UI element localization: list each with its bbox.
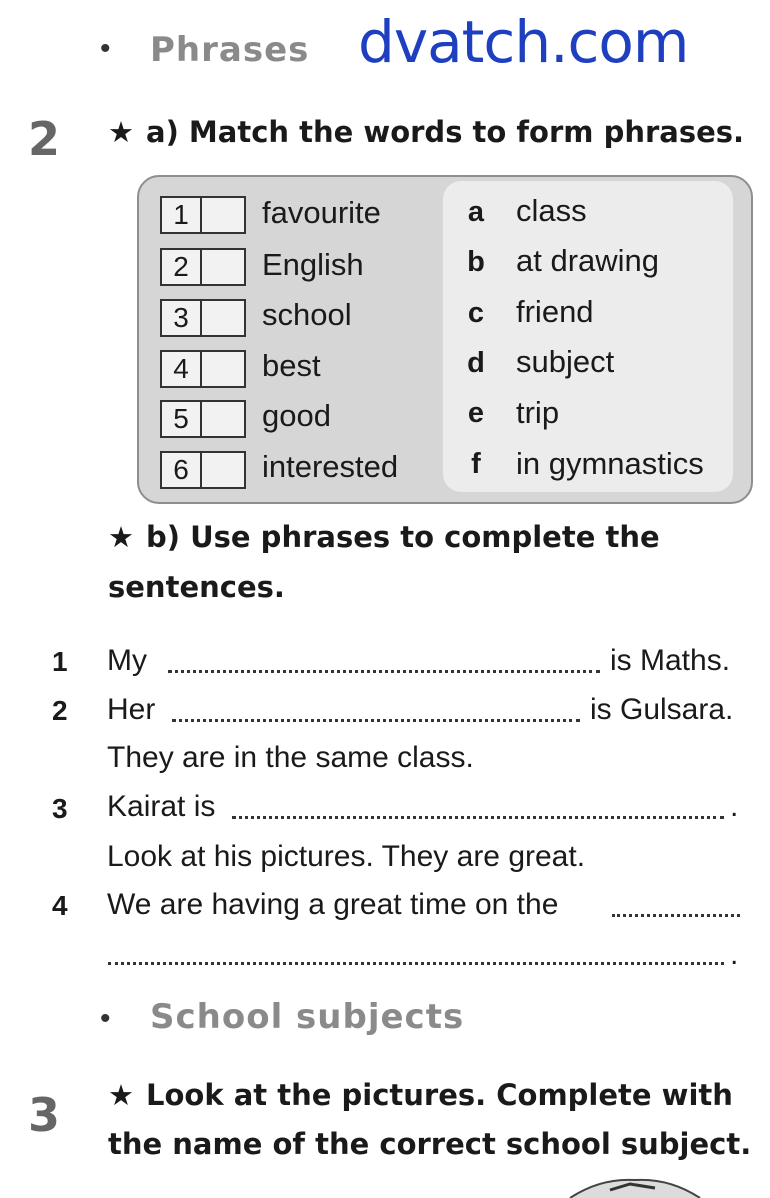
instruction-exercise-3 xyxy=(108,1078,733,1112)
instruction-part-b-line2: sentences. xyxy=(108,570,285,604)
option-letter: e xyxy=(467,397,485,429)
sentence-number: 3 xyxy=(52,793,68,824)
answer-blank[interactable] xyxy=(108,962,724,965)
answer-box[interactable] xyxy=(160,400,246,438)
item-number: 4 xyxy=(162,352,202,386)
option-word: subject xyxy=(516,344,615,379)
sentence-start: Her xyxy=(107,693,156,726)
option-letter: f xyxy=(471,448,481,480)
exercise-number: 2 xyxy=(28,112,61,166)
answer-blank[interactable] xyxy=(232,816,724,819)
instruction-text: Look at the pictures. Complete with xyxy=(146,1078,733,1112)
sentence-end: is Maths. xyxy=(610,644,731,677)
sentence-end: . xyxy=(730,790,739,823)
option-word: friend xyxy=(516,294,594,329)
star-icon: ★ xyxy=(108,1078,134,1112)
option-letter: b xyxy=(467,246,485,278)
left-word: school xyxy=(262,297,352,332)
instruction-text: b) Use phrases to complete the xyxy=(146,520,660,554)
section-heading-school-subjects: School subjects xyxy=(150,997,465,1037)
sentence-number: 2 xyxy=(52,695,68,726)
option-letter: a xyxy=(467,196,485,228)
star-icon: ★ xyxy=(108,520,134,554)
sentence-number: 4 xyxy=(52,890,68,921)
left-word: good xyxy=(262,398,331,433)
answer-blank[interactable] xyxy=(168,670,600,673)
bullet-icon: • xyxy=(100,32,111,65)
sentence-number: 1 xyxy=(52,646,68,677)
item-number: 6 xyxy=(162,453,202,487)
option-letter: d xyxy=(467,347,485,379)
left-word: English xyxy=(262,247,364,282)
exercise-number: 3 xyxy=(28,1088,61,1142)
section-heading-phrases: Phrases xyxy=(150,30,310,70)
left-word: best xyxy=(262,348,321,383)
sentence-start: My xyxy=(107,644,147,677)
option-word: trip xyxy=(516,395,560,430)
item-number: 3 xyxy=(162,301,202,335)
sentence-end: is Gulsara. xyxy=(590,693,734,726)
sentence-start: We are having a great time on the xyxy=(107,888,559,921)
instruction-part-a xyxy=(108,115,744,149)
item-number: 5 xyxy=(162,402,202,436)
left-word: favourite xyxy=(262,195,381,230)
watermark: dvatch.com xyxy=(358,8,689,76)
bullet-icon: • xyxy=(100,1002,111,1035)
option-word: at drawing xyxy=(516,243,660,278)
instruction-text: a) Match the words to form phrases. xyxy=(146,115,745,149)
answer-box[interactable] xyxy=(160,248,246,286)
instruction-exercise-3-line2: the name of the correct school subject. xyxy=(108,1127,752,1161)
picture-partial xyxy=(560,1176,710,1198)
answer-box[interactable] xyxy=(160,299,246,337)
answer-box[interactable] xyxy=(160,196,246,234)
option-letter: c xyxy=(467,297,485,329)
answer-box[interactable] xyxy=(160,350,246,388)
item-number: 1 xyxy=(162,198,202,232)
sentence-start: Kairat is xyxy=(107,790,216,823)
answer-blank[interactable] xyxy=(612,914,740,917)
answer-blank[interactable] xyxy=(172,719,580,722)
option-word: in gymnastics xyxy=(516,446,704,481)
star-icon: ★ xyxy=(108,115,134,149)
answer-box[interactable] xyxy=(160,451,246,489)
item-number: 2 xyxy=(162,250,202,284)
instruction-part-b xyxy=(108,520,660,554)
left-word: interested xyxy=(262,449,399,484)
sentence-end: . xyxy=(730,938,739,971)
option-word: class xyxy=(516,193,587,228)
sentence-continuation: They are in the same class. xyxy=(107,741,474,774)
sentence-continuation: Look at his pictures. They are great. xyxy=(107,840,586,873)
